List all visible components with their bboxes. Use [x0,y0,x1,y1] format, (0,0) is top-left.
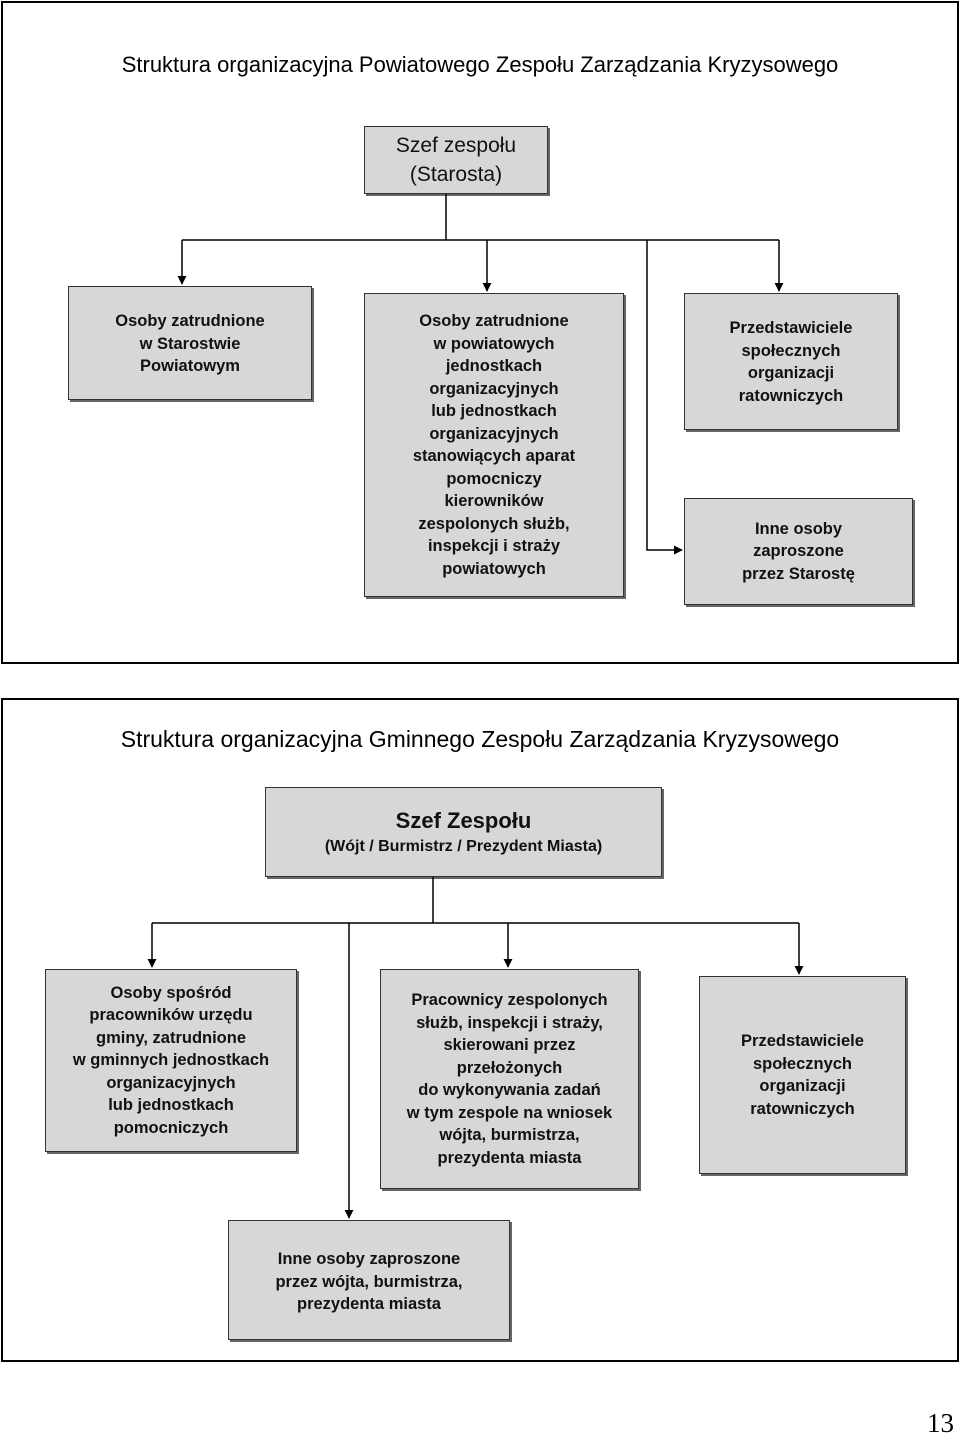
powiat-box-starostwo-label: Osoby zatrudnione w Starostwie Powiatowym [115,312,265,375]
powiat-head-label: Szef zespołu (Starosta) [395,134,517,186]
powiat-box-jednostki-label: Osoby zatrudnione w powiatowych jednostkach organizacyjnych lub jednostkach organizacyjnych stanowiących aparat pomocniczy kierowników zespolonych służb, inspekcji i straży powiatowych [412,312,576,578]
gmina-title: Struktura organizacyjna Gminnego Zespołu Zarządzania Kryzysowego [120,726,840,752]
powiat-box-inne-label: Inne osoby zaproszone przez Starostę [742,519,855,583]
powiat-arrow-inne [647,240,682,550]
powiat-box-przedstawiciele-label: Przedstawiciele społecznych organizacji ratowniczych [729,319,853,405]
gmina-box-sluzby-label: Pracownicy zespolonych służb, inspekcji i straży, skierowani przez przełożonych do wykonywania zadań w tym zespole na wniosek wójta, burmistrza, prezydenta miasta [406,991,613,1167]
gmina-box-inne-label: Inne osoby zaproszone przez wójta, burmistrza, prezydenta miasta [275,1250,463,1313]
gmina-box-pracownicy-urzedu-label: Osoby spośród pracowników urzędu gminy, zatrudnione w gminnych jednostkach organizacyjnych lub jednostkach pomocniczych [72,983,270,1137]
gmina-head-subtitle: (Wójt / Burmistrz / Prezydent Miasta) [324,837,603,855]
gmina-head-title: Szef Zespołu [395,807,532,833]
page-number: 13 [927,1408,954,1438]
powiat-title: Struktura organizacyjna Powiatowego Zespołu Zarządzania Kryzysowego [121,52,839,77]
gmina-box-przedstawiciele-label: Przedstawiciele społecznych organizacji ratowniczych [741,1032,864,1118]
